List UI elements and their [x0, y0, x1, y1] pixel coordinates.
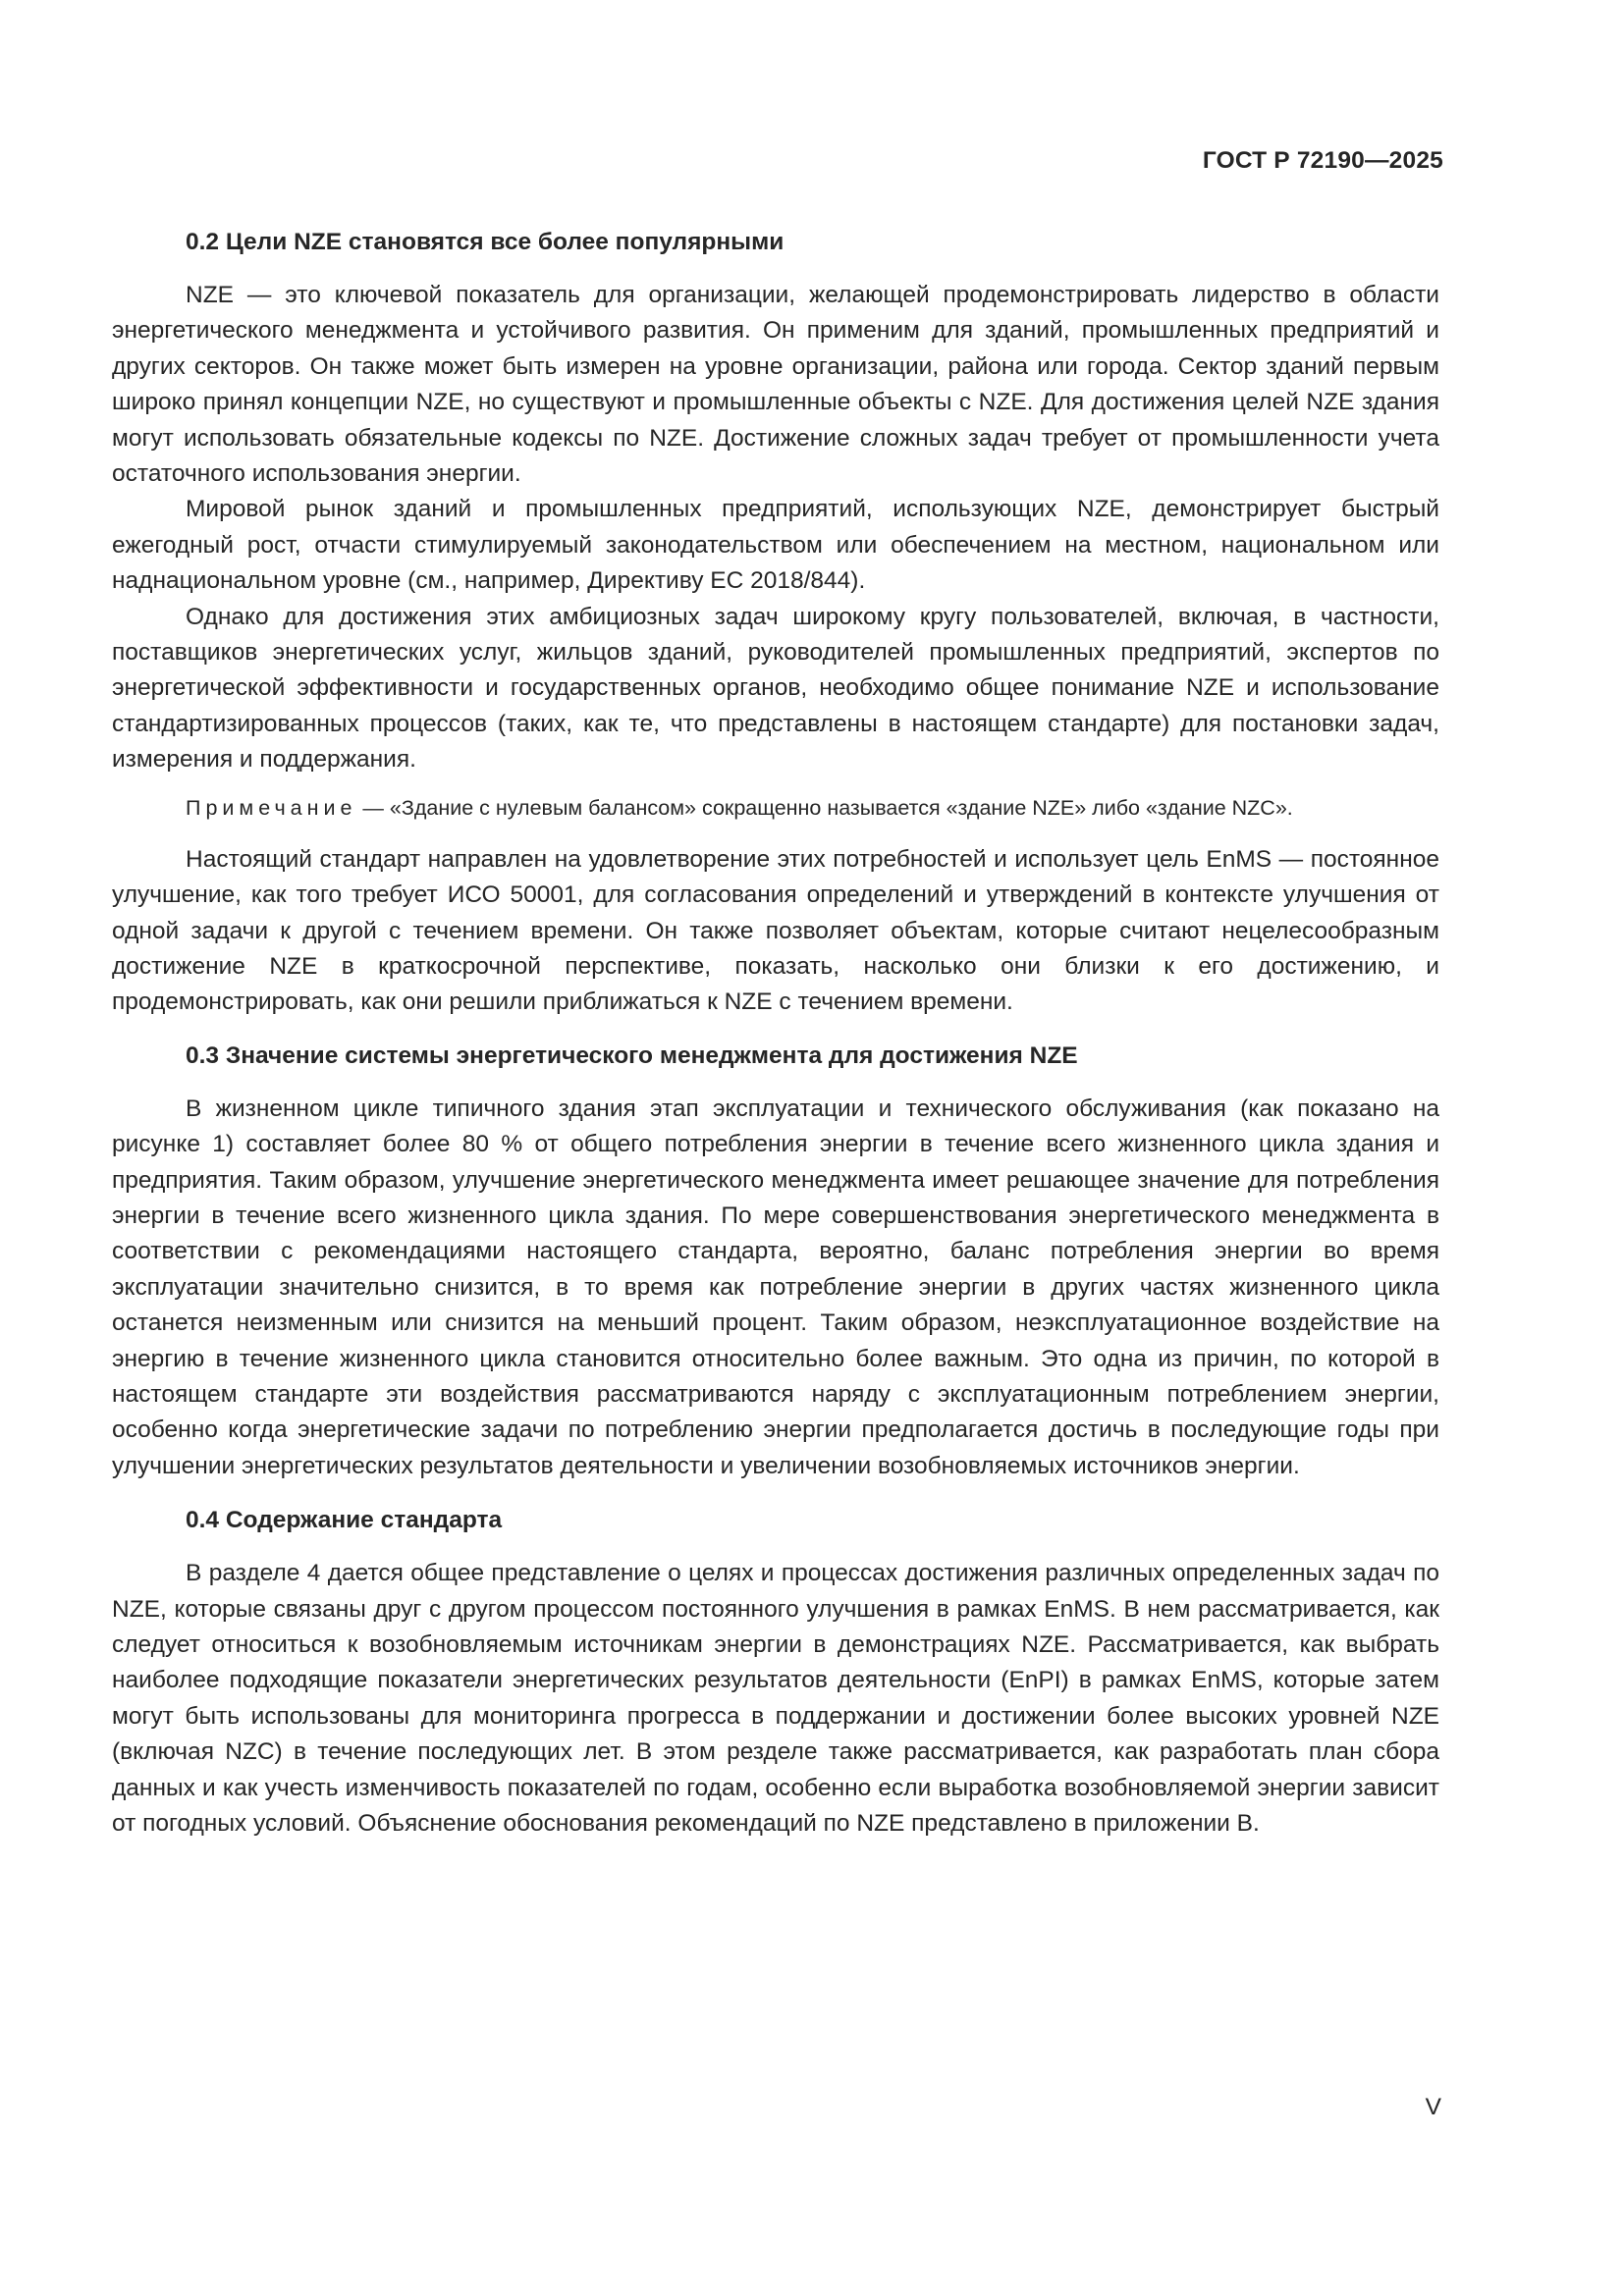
- section-0-4: [112, 1506, 1439, 1842]
- paragraph: Настоящий стандарт направлен на удовлетворение этих потребностей и использует цель EnMS — постоянное улучшение, как того требует ИСО 50001, для согласования определений и утверждений в контексте улучшения от одной задачи к другой с течением времени. Он также позволяет объектам, которые считают нецелесообразным достижение NZE в краткосрочной перспективе, показать, насколько они близки к его достижению, и продемонстрировать, как они решили приближаться к NZE с течением времени.: [112, 845, 1439, 1016]
- page-number: V: [1425, 2094, 1441, 2120]
- document-body: [112, 228, 1439, 1842]
- paragraph: В жизненном цикле типичного здания этап эксплуатации и технического обслуживания (как показано на рисунке 1) составляет более 80 % от общего потребления энергии в течение всего жизненного цикла здания и предприятия. Таким образом, улучшение энергетического менеджмента имеет решающее значение для потребления энергии в течение всего жизненного цикла здания. По мере совершенствования энергетического менеджмента в соответствии с рекомендациями настоящего стандарта, вероятно, баланс потребления энергии во время эксплуатации значительно снизится, в то время как потребление энергии в других частях жизненного цикла останется неизменным или снизится на меньший процент. Таким образом, неэксплуатационное воздействие на энергию в течение жизненного цикла становится относительно более важным. Это одна из причин, по которой в настоящем стандарте эти воздействия рассматриваются наряду с эксплуатационным потреблением энергии, особенно когда энергетические задачи по потреблению энергии предполагается достичь в последующие годы при улучшении энергетических результатов деятельности и увеличении возобновляемых источников энергии.: [112, 1095, 1439, 1479]
- paragraph: NZE — это ключевой показатель для организации, желающей продемонстрировать лидерство в области энергетического менеджмента и устойчивого развития. Он применим для зданий, промышленных предприятий и других секторов. Он также может быть измерен на уровне организации, района или города. Сектор зданий первым широко принял концепции NZE, но существуют и промышленные объекты с NZE. Для достижения целей NZE здания могут использовать обязательные кодексы по NZE. Достижение сложных задач требует от промышленности учета остаточного использования энергии.: [112, 282, 1439, 488]
- note: [112, 791, 1439, 825]
- paragraph: Мировой рынок зданий и промышленных предприятий, использующих NZE, демонстрирует быстрый ежегодный рост, отчасти стимулируемый законодательством или обеспечением на местном, национальном или наднациональном уровне (см., например, Директиву ЕС 2018/844).: [112, 496, 1439, 595]
- section-heading: 0.2 Цели NZE становятся все более популярными: [186, 229, 785, 255]
- paragraph: В разделе 4 дается общее представление о целях и процессах достижения различных определенных задач по NZE, которые связаны друг с другом процессом постоянного улучшения в рамках EnMS. В нем рассматривается, как следует относиться к возобновляемым источникам энергии в демонстрациях NZE. Рассматривается, как выбрать наиболее подходящие показатели энергетических результатов деятельности (EnPI) в рамках EnMS, которые затем могут быть использованы для мониторинга прогресса в поддержании и достижении более высоких уровней NZE (включая NZC) в течение последующих лет. В этом резделе также рассматривается, как разработать план сбора данных и как учесть изменчивость показателей по годам, особенно если выработка возобновляемой энергии зависит от погодных условий. Объяснение обоснования рекомендаций по NZE представлено в приложении В.: [112, 1560, 1439, 1838]
- section-heading: 0.4 Содержание стандарта: [186, 1507, 503, 1534]
- paragraph: Однако для достижения этих амбициозных задач широкому кругу пользователей, включая, в частности, поставщиков энергетических услуг, жильцов зданий, руководителей промышленных предприятий, экспертов по энергетической эффективности и государственных органов, необходимо общее понимание NZE и использование стандартизированных процессов (таких, как те, что представлены в настоящем стандарте) для постановки задач, измерения и поддержания.: [112, 603, 1439, 774]
- section-0-2: [112, 228, 1439, 1021]
- note-label: Примечание: [186, 795, 357, 820]
- document-code-header: ГОСТ Р 72190—2025: [1202, 147, 1443, 174]
- section-0-3: [112, 1041, 1439, 1484]
- note-text: — «Здание с нулевым балансом» сокращенно называется «здание NZE» либо «здание NZC».: [356, 795, 1293, 820]
- section-heading: 0.3 Значение системы энергетического менеджмента для достижения NZE: [186, 1041, 1078, 1069]
